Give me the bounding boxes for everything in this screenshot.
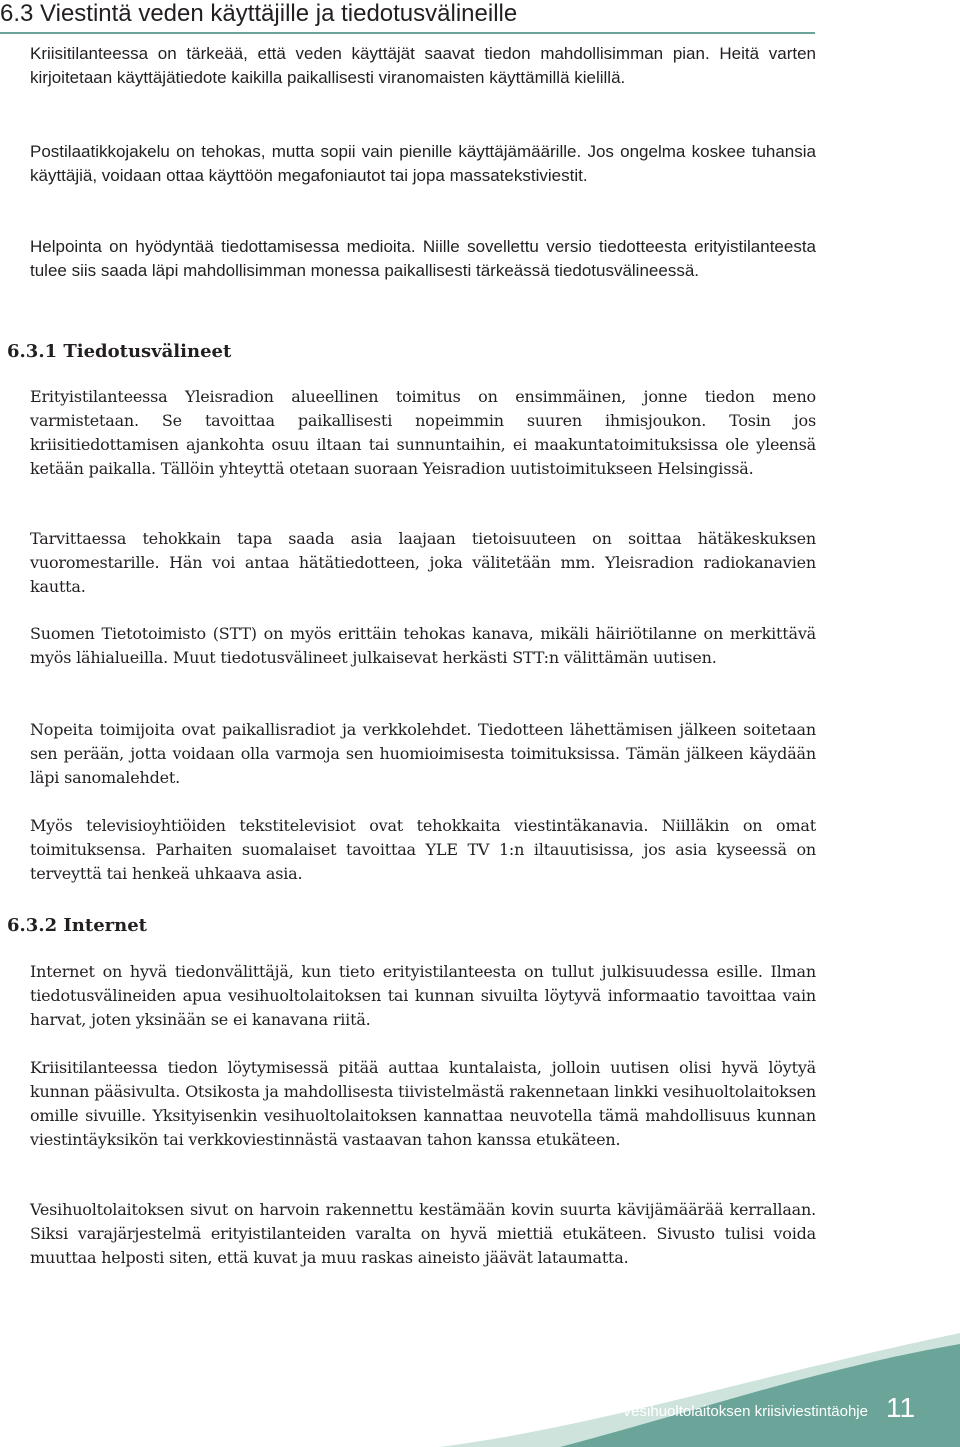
page-number: 11 <box>886 1392 916 1423</box>
media-paragraph-3: Suomen Tietotoimisto (STT) on myös erittäin tehokas kanava, mikäli häiriötilanne on merkittävä myös lähialueilla. Muut tiedotusvälineet julkaisevat herkästi STT:n välittämän uutisen. <box>30 624 816 667</box>
subsection-heading-tiedotusvalineet: 6.3.1 Tiedotusvälineet <box>7 341 232 362</box>
intro-paragraph-1: Kriisitilanteessa on tärkeää, että veden käyttäjät saavat tiedon mahdollisimman pian. Heitä varten kirjoitetaan käyttäjätiedote kaikilla paikallisesti viranomaisten käyttämillä kielillä. <box>30 44 816 87</box>
title-underline <box>0 32 815 34</box>
media-paragraph-2: Tarvittaessa tehokkain tapa saada asia laajaan tietoisuuteen on soittaa hätäkeskuksen vuoromestarille. Hän voi antaa hätätiedotteen, joka välitetään mm. Yleisradion radiokanavien kautta. <box>30 529 816 596</box>
media-paragraph-1: Erityistilanteessa Yleisradion alueellinen toimitus on ensimmäinen, jonne tiedon meno varmistetaan. Se tavoittaa paikallisesti nopeimmin suuren ihmisjoukon. Tosin jos kriisitiedottamisen ajankohta osuu iltaan tai sunnuntaihin, ei maakuntatoimituksissa ole yleensä ketään paikalla. Tällöin yhteyttä otetaan suoraan Yeisradion uutistoimitukseen Helsingissä. <box>30 387 816 478</box>
intro-paragraph-3: Helpointa on hyödyntää tiedottamisessa medioita. Niille sovellettu versio tiedotteesta erityistilanteesta tulee siis saada läpi mahdollisimman monessa paikallisesti tärkeässä tiedotusvälineessä. <box>30 237 816 280</box>
section-title: 6.3 Viestintä veden käyttäjille ja tiedotusvälineille <box>0 0 518 27</box>
internet-paragraph-3: Vesihuoltolaitoksen sivut on harvoin rakennettu kestämään kovin suurta kävijämäärää kerrallaan. Siksi varajärjestelmä erityistilanteiden varalta on hyvä miettiä etukäteen. Sivusto tulisi voida muuttaa helposti siten, että kuvat ja muu raskas aineisto jäävät lataumatta. <box>30 1200 816 1267</box>
subsection-heading-internet: 6.3.2 Internet <box>7 915 147 936</box>
footer-wave-decoration <box>0 1330 960 1447</box>
footer-publication-title: Vesihuoltolaitoksen kriisiviestintäohje <box>622 1403 868 1420</box>
internet-paragraph-1: Internet on hyvä tiedonvälittäjä, kun tieto erityistilanteesta on tullut julkisuudessa esille. Ilman tiedotusvälineiden apua vesihuoltolaitoksen tai kunnan sivuilta löytyvä informaatio tavoittaa vain harvat, joten yksinään se ei kanavana riitä. <box>30 962 816 1029</box>
media-paragraph-5: Myös televisioyhtiöiden tekstitelevisiot ovat tehokkaita viestintäkanavia. Niilläkin on omat toimituksensa. Parhaiten suomalaiset tavoittaa YLE TV 1:n iltauutisissa, jos asia kyseessä on terveyttä tai henkeä uhkaava asia. <box>30 816 816 883</box>
intro-paragraph-2: Postilaatikkojakelu on tehokas, mutta sopii vain pienille käyttäjämäärille. Jos ongelma koskee tuhansia käyttäjiä, voidaan ottaa käyttöön megafoniautot tai jopa massatekstiviestit. <box>30 142 816 185</box>
internet-paragraph-2: Kriisitilanteessa tiedon löytymisessä pitää auttaa kuntalaista, jolloin uutisen olisi hyvä löytyä kunnan pääsivulta. Otsikosta ja mahdollisesta tiivistelmästä rakennetaan linkki vesihuoltolaitoksen omille sivuille. Yksityisenkin vesihuoltolaitoksen kannattaa neuvotella tämä mahdollisuus kunnan viestintäyksikön tai verkkoviestinnästä vastaavan tahon kanssa etukäteen. <box>30 1058 816 1149</box>
media-paragraph-4: Nopeita toimijoita ovat paikallisradiot ja verkkolehdet. Tiedotteen lähettämisen jälkeen soitetaan sen perään, jotta voidaan olla varmoja sen huomioimisesta toimituksissa. Tämän jälkeen käydään läpi sanomalehdet. <box>30 720 816 787</box>
